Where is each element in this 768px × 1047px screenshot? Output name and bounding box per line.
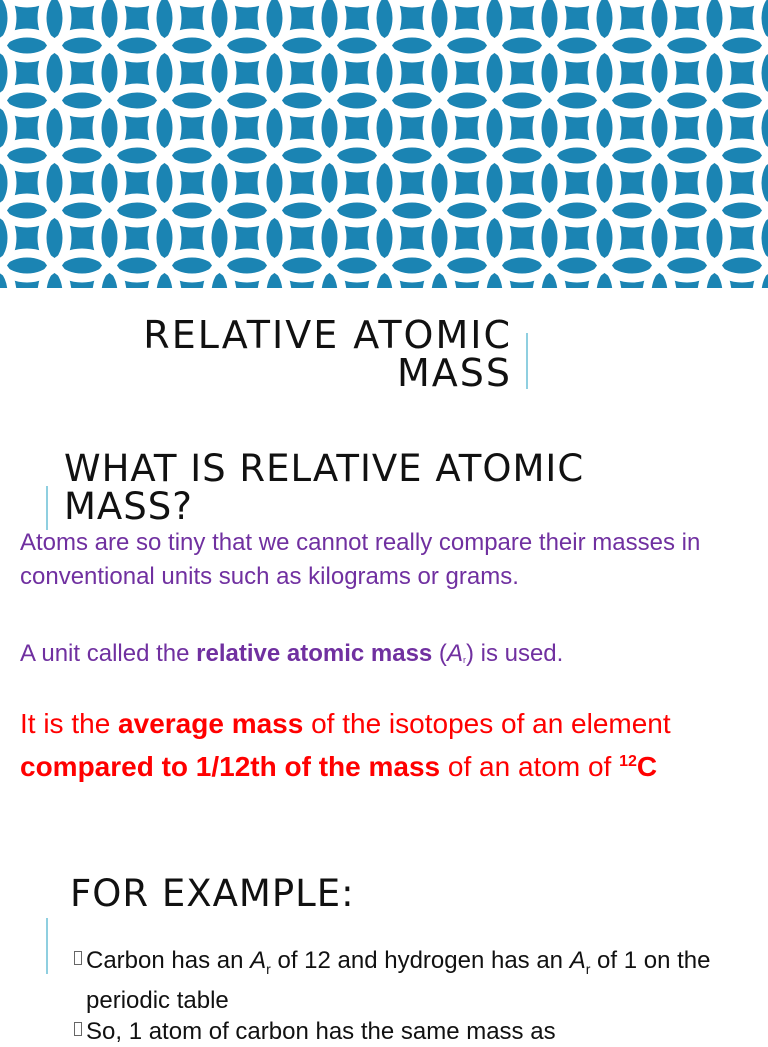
pattern-ring [317, 0, 397, 3]
example-bullet-list [72, 945, 752, 1047]
pattern-ring [207, 0, 287, 3]
bold-term: relative atomic mass [196, 640, 433, 667]
paragraph-average-mass [20, 705, 760, 786]
circle-pattern [0, 0, 768, 288]
text-span: ( [432, 640, 447, 667]
bullet-marker-icon [74, 951, 82, 965]
slide-title [143, 313, 512, 395]
pattern-ring [262, 0, 342, 3]
text-span: of 1 on the periodic table [86, 947, 711, 1014]
text-span: of 12 and hydrogen has an [270, 947, 570, 974]
paragraph-atoms-tiny: Atoms are so tiny that we cannot really compare their masses in conventional units such as kilograms or grams. [20, 529, 701, 590]
text-span: So, 1 atom of carbon has the same mass as [86, 1018, 556, 1045]
heading-accent-bar [46, 918, 48, 974]
bold-term: compared to 1/12th of the mass [20, 751, 441, 782]
slide-title-line-1: RELATIVE ATOMIC [143, 313, 512, 357]
pattern-ring [427, 0, 507, 3]
list-item [72, 1016, 752, 1047]
text-span: It is the [20, 708, 119, 739]
subscript: r [266, 961, 271, 977]
pattern-ring [647, 0, 727, 3]
pattern-ring [482, 0, 562, 3]
subscript: r [462, 655, 466, 665]
bold-term: average mass [118, 708, 304, 739]
text-span: ) is used. [465, 640, 564, 667]
pattern-ring [592, 0, 672, 3]
heading-accent-bar [46, 486, 48, 530]
text-span: of an atom of [440, 751, 620, 782]
text-span: of the isotopes of an element [303, 708, 671, 739]
pattern-ring [42, 0, 122, 3]
heading-line-1: WHAT IS RELATIVE ATOMIC [64, 447, 585, 490]
pattern-ring [97, 0, 177, 3]
bold-term: C [636, 751, 658, 782]
text-span: A unit called the [20, 640, 197, 667]
italic-symbol: A [569, 947, 586, 974]
pattern-ring [372, 0, 452, 3]
subscript: r [585, 961, 591, 977]
pattern-ring [537, 0, 617, 3]
decorative-banner [0, 0, 768, 288]
italic-symbol: A [446, 640, 463, 667]
slide-title-line-2: MASS [396, 351, 512, 395]
bullet-marker-icon [74, 1022, 82, 1036]
paragraph-unit-definition [20, 638, 760, 676]
pattern-ring [152, 0, 232, 3]
section-heading-what-is [64, 447, 585, 528]
title-accent-bar [526, 333, 528, 389]
italic-symbol: A [250, 947, 267, 974]
list-item [72, 945, 752, 1016]
superscript: 12 [619, 753, 637, 770]
text-span: Carbon has an [86, 947, 251, 974]
section-heading-for-example: FOR EXAMPLE: [70, 872, 355, 915]
heading-line-2: MASS? [64, 485, 193, 528]
